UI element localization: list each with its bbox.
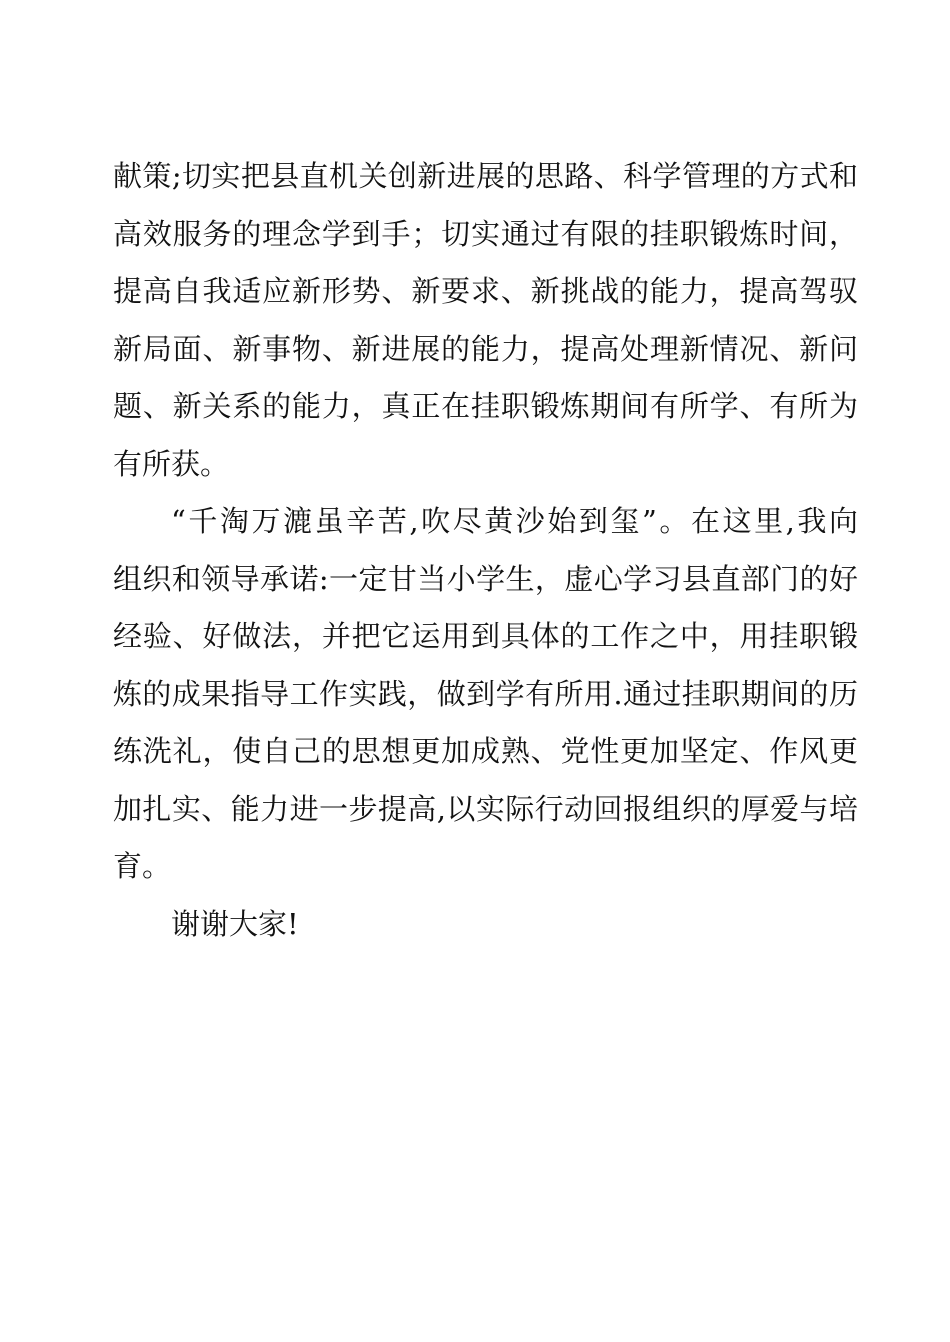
closing-paragraph [113, 896, 858, 954]
paragraph-1-line-3: 提高自我适应新形势、新要求、新挑战的能力，提高驾驭 [113, 274, 858, 308]
paragraph-2-line-5: 练洗礼，使自己的思想更加成熟、党性更加坚定、作风更 [113, 734, 858, 768]
paragraph-2 [113, 493, 858, 896]
paragraph-1-line-5: 题、新关系的能力，真正在挂职锻炼期间有所学、有所为 [113, 389, 858, 423]
paragraph-1-line-4: 新局面、新事物、新进展的能力，提高处理新情况、新问 [113, 331, 858, 366]
paragraph-2-line-6: 加扎实、能力进一步提高,以实际行动回报组织的厚爱与培 [113, 791, 858, 826]
paragraph-1 [113, 148, 858, 493]
paragraph-2-line-3: 经验、好做法，并把它运用到具体的工作之中，用挂职锻 [113, 619, 858, 653]
paragraph-2-line-2: 组织和领导承诺:一定甘当小学生，虚心学习县直部门的好 [113, 561, 858, 596]
paragraph-1-line-6: 有所获。 [113, 446, 230, 481]
paragraph-2-line-1: “千淘万漉虽辛苦,吹尽黄沙始到玺”。在这里,我向 [171, 504, 858, 538]
paragraph-1-line-2: 高效服务的理念学到手；切实通过有限的挂职锻炼时间， [113, 216, 858, 251]
paragraph-2-line-7: 育。 [113, 849, 172, 883]
paragraph-2-line-4: 炼的成果指导工作实践，做到学有所用.通过挂职期间的历 [113, 676, 858, 711]
closing-line: 谢谢大家! [171, 906, 299, 941]
document-body [113, 148, 858, 953]
paragraph-1-line-1: 献策;切实把县直机关创新进展的思路、科学管理的方式和 [113, 159, 858, 193]
